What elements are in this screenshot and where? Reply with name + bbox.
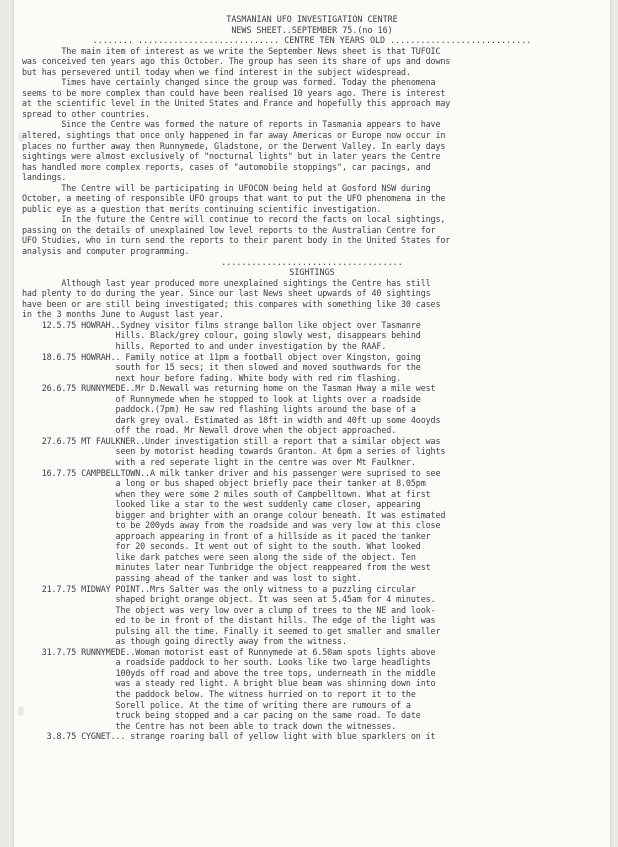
sighting-line: The object was very low over a clump of trees to the NE and look-	[22, 604, 436, 615]
sighting-line: dark grey oval. Estimated as 18ft in width and 40ft up some 4ooyds	[22, 414, 441, 425]
sightings-list	[22, 320, 602, 742]
sighting-line: like dark patches were seen along the side of the object. Ten	[22, 551, 416, 562]
text-line: landings.	[22, 172, 67, 183]
sighting-line: when they were some 2 miles south of Campbelltown. What at first	[22, 488, 431, 499]
text-line: but has persevered until today when we find interest in the subject widespread.	[22, 66, 411, 77]
sightings-heading: SIGHTINGS	[289, 267, 335, 278]
sighting-line: hills. Reported to and under investigation by the RAAF.	[22, 340, 387, 351]
sighting-line: to be 200yds away from the roadside and was very low at this close	[22, 520, 441, 531]
text-line: Since the Centre was formed the nature of reports in Tasmania appears to have	[22, 119, 441, 130]
sighting-line: a roadside paddock to her south. Looks like two large headlights	[22, 657, 431, 668]
text-line: passing on the details of unexplained low level reports to the Australian Centre for	[22, 224, 436, 235]
sighting-line: 26.6.75 RUNNYMEDE..Mr D.Newall was returning home on the Tasman Hway a mile west	[22, 383, 436, 394]
sighting-line: approach appearing in front of a hillside as it paced the tanker	[22, 530, 431, 541]
sighting-line: paddock.(7pm) He saw red flashing lights around the base of a	[22, 404, 416, 415]
text-line: has handled more complex reports, cases of "automobile stoppings", car pacings, and	[22, 161, 431, 172]
sighting-line: ed to be in front of the distant hills. The edge of the light was	[22, 615, 436, 626]
sighting-line: 16.7.75 CAMPBELLTOWN..A milk tanker driver and his passenger were suprised to see	[22, 467, 441, 478]
sighting-line: was a steady red light. A bright blue beam was shinning down into	[22, 678, 436, 689]
text-line: October, a meeting of responsible UFO groups that want to put the UFO phenomena in the	[22, 193, 446, 204]
sighting-line: seen by motorist heading towards Granton. At 6pm a series of lights	[22, 446, 446, 457]
sighting-line: of Runnymede when he stopped to look at lights over a roadside	[22, 393, 421, 404]
sighting-line: Hills. Black/grey colour, going slowly west, disappears behind	[22, 330, 421, 341]
text-line: sightings were almost exclusively of "nocturnal lights" but in later years the Centre	[22, 151, 441, 162]
text-line: have been or are still being investigated; this compares with something like 30 cases	[22, 298, 441, 309]
news-sheet-page	[14, 0, 610, 847]
sighting-line: bigger and brighter with an orange colour beneath. It was estimated	[22, 509, 446, 520]
text-line: seems to be more complex than could have been realised 10 years ago. There is interest	[22, 87, 446, 98]
text-line: public eye as a question that merits continuing scientific investigation.	[22, 203, 382, 214]
sighting-line: pulsing all the time. Finally it seemed to get smaller and smaller	[22, 625, 441, 636]
text-line: in the 3 months June to August last year.	[22, 309, 224, 320]
text-line: had plenty to do during the year. Since our last News sheet upwards of 40 sightings	[22, 288, 431, 299]
sighting-line: 3.8.75 CYGNET... strange roaring ball of yellow light with blue sparklers on it	[22, 731, 436, 742]
sighting-line: as though going directly away from the witness.	[22, 636, 347, 647]
text-line: analysis and computer programming.	[22, 246, 190, 257]
document-body	[22, 14, 602, 742]
sighting-line: looked like a star to the west suddenly came closer, appearing	[22, 499, 421, 510]
dotted-divider: ....................................	[221, 256, 403, 267]
sighting-line: 21.7.75 MIDWAY POINT..Mrs Salter was the only witness to a puzzling circular	[22, 583, 416, 594]
sighting-line: the Centre has not been able to track down the witnesses.	[22, 720, 397, 731]
section-heading: ........ ............................ CENTRE TEN YEARS OLD ............................	[92, 35, 532, 46]
sighting-line: with a red seperate light in the centre was over Mt Faulkner.	[22, 456, 416, 467]
sighting-line: 100yds off road and above the tree tops, underneath in the middle	[22, 667, 436, 678]
sighting-line: shaped bright orange object. It was seen at 5.45am for 4 minutes.	[22, 594, 436, 605]
sighting-line: minutes later near Tunbridge the object reappeared from the west	[22, 562, 431, 573]
sighting-line: passing ahead of the tanker and was lost to sight.	[22, 572, 362, 583]
sighting-line: Sorell police. At the time of writing there are rumours of a	[22, 699, 411, 710]
text-line: Although last year produced more unexplained sightings the Centre has still	[22, 277, 431, 288]
text-line: spread to other countries.	[22, 108, 150, 119]
sighting-line: a long or bus shaped object briefly pace their tanker at 8.05pm	[22, 478, 426, 489]
text-line: The Centre will be participating in UFOCON being held at Gosford NSW during	[22, 182, 431, 193]
newsletter-title: TASMANIAN UFO INVESTIGATION CENTRE	[226, 14, 398, 24]
issue-line: NEWS SHEET..SEPTEMBER 75.(no 16)	[231, 24, 393, 35]
sighting-line: 27.6.75 MT FAULKNER..Under investigation still a report that a similar object was	[22, 435, 441, 446]
sighting-line: off the road. Mr Newall drove when the object approached.	[22, 425, 397, 436]
sighting-line: truck being stopped and a car pacing on the same road. To date	[22, 710, 421, 721]
sighting-line: the paddock below. The witness hurried on to report it to the	[22, 689, 416, 699]
sighting-line: 31.7.75 RUNNYMEDE..Woman motorist east of Runnymede at 6.50am spots lights above	[22, 646, 436, 657]
sighting-line: 12.5.75 HOWRAH..Sydney visitor films strange ballon like object over Tasmanre	[22, 319, 421, 330]
sighting-line: for 20 seconds. It went out of sight to the south. What looked	[22, 541, 421, 552]
text-line: UFO Studies, who in turn send the reports to their parent body in the United States for	[22, 235, 451, 246]
sighting-line: next hour before fading. White body with red rim flashing.	[22, 372, 402, 383]
text-line: altered, sightings that once only happened in far away Americas or Europe now occur in	[22, 130, 446, 141]
text-line: at the scientific level in the United States and France and hopefully this approach may	[22, 98, 451, 109]
text-line: Times have certainly changed since the group was formed. Today the phenomena	[22, 77, 436, 88]
text-line: In the future the Centre will continue to record the facts on local sightings,	[22, 214, 446, 225]
sighting-line: south for 15 secs; it then slowed and moved southwards for the	[22, 362, 421, 373]
sightings-intro	[22, 278, 602, 320]
intro-text	[22, 46, 602, 257]
text-line: places no further away then Runnymede, Gladstone, or the Derwent Valley. In early days	[22, 140, 446, 151]
sighting-line: 18.6.75 HOWRAH.. Family notice at 11pm a football object over Kingston, going	[22, 351, 421, 362]
text-line: The main item of interest as we write the September News sheet is that TUFOIC	[22, 45, 441, 56]
text-line: was conceived ten years ago this October. The group has seen its share of ups and downs	[22, 56, 451, 67]
